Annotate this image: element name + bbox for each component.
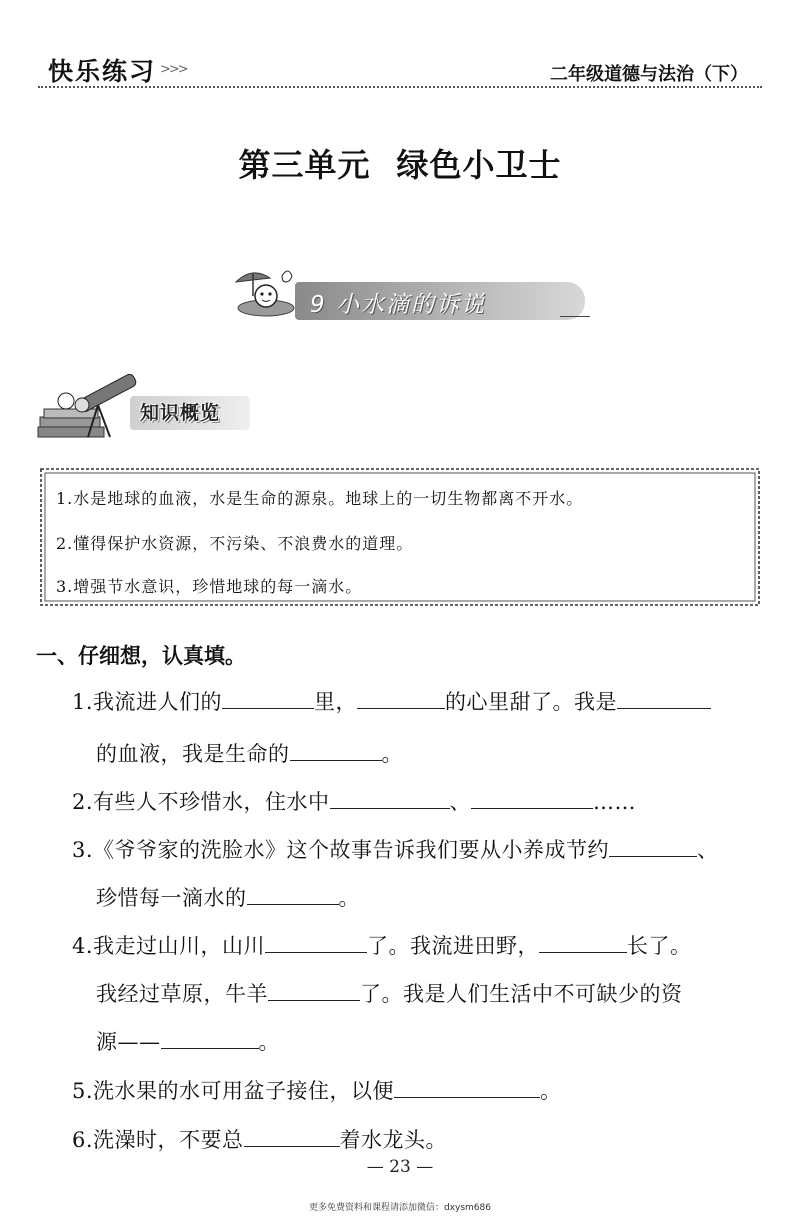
answer-blank[interactable] (539, 932, 627, 953)
q6-text-b: 着水龙头。 (339, 1128, 448, 1152)
q4-text-g: 。 (258, 1030, 280, 1054)
question-1-line-2 (96, 738, 403, 768)
question-1-line-1 (72, 686, 711, 716)
lesson-title: 9 小水滴的诉说 (310, 292, 486, 318)
knowledge-item-2: 2.懂得保护水资源，不污染、不浪费水的道理。 (56, 534, 414, 553)
q2-text-a: 2.有些人不珍惜水，住水中 (72, 790, 330, 814)
knowledge-item-3: 3.增强节水意识，珍惜地球的每一滴水。 (56, 577, 363, 596)
brand-title: 快乐练习 (48, 57, 157, 86)
q3-text-b: 、 (697, 838, 719, 862)
question-5 (72, 1075, 562, 1105)
question-3-line-2 (96, 882, 360, 912)
subject-label: 二年级道德与法治（下） (550, 64, 748, 85)
q5-text-b: 。 (540, 1079, 562, 1103)
header-divider (38, 86, 762, 88)
answer-blank[interactable] (617, 688, 711, 709)
q3-text-d: 。 (338, 886, 360, 910)
page-number: — 23 — (366, 1157, 434, 1177)
q1-text-c: 的心里甜了。我是 (445, 690, 618, 714)
q1-text-b: 里， (314, 690, 358, 714)
knowledge-item-1: 1.水是地球的血液，水是生命的源泉。地球上的一切生物都离不开水。 (56, 489, 584, 508)
chevron-icon: >>> (160, 62, 187, 77)
question-2 (72, 786, 636, 816)
q4-text-c: 长了。 (627, 934, 692, 958)
q6-text-a: 6.洗澡时，不要总 (72, 1128, 244, 1152)
q4-text-b: 了。我流进田野， (367, 934, 540, 958)
answer-blank[interactable] (609, 836, 697, 857)
section-title: 一、仔细想，认真填。 (36, 644, 246, 668)
answer-blank[interactable] (394, 1077, 540, 1098)
answer-blank[interactable] (161, 1028, 259, 1049)
water-drop-mascot-illustration (230, 262, 298, 320)
lesson-underline (560, 316, 590, 317)
answer-blank[interactable] (247, 884, 339, 905)
q2-text-b: 、 (449, 790, 472, 814)
q1-text-d: 的血液，我是生命的 (96, 742, 290, 766)
answer-blank[interactable] (357, 688, 445, 709)
answer-blank[interactable] (330, 788, 450, 809)
q1-text-e: 。 (381, 742, 403, 766)
answer-blank[interactable] (290, 740, 382, 761)
unit-title (0, 140, 800, 186)
answer-blank[interactable] (268, 980, 360, 1001)
question-3-line-1 (72, 834, 719, 864)
answer-blank[interactable] (471, 788, 593, 809)
q5-text-a: 5.洗水果的水可用盆子接住，以便 (72, 1079, 395, 1103)
question-6 (72, 1124, 447, 1154)
q4-text-f: 源—— (96, 1030, 161, 1054)
answer-blank[interactable] (244, 1126, 340, 1147)
knowledge-overview-heading: 知识概览 (140, 402, 221, 424)
q4-text-e: 了。我是人们生活中不可缺少的资 (360, 982, 683, 1006)
question-4-line-3 (96, 1026, 280, 1056)
q2-text-c: …… (593, 790, 637, 814)
q4-text-a: 4.我走过山川，山川 (72, 934, 266, 958)
q3-text-c: 珍惜每一滴水的 (96, 886, 247, 910)
q3-text-a: 3.《爷爷家的洗脸水》这个故事告诉我们要从小养成节约 (72, 838, 610, 862)
question-4-line-2 (96, 978, 683, 1008)
answer-blank[interactable] (265, 932, 367, 953)
q1-text-a: 1.我流进人们的 (72, 690, 223, 714)
unit-name: 绿色小卫士 (396, 146, 562, 184)
unit-number: 第三单元 (238, 146, 371, 184)
question-4-line-1 (72, 930, 692, 960)
answer-blank[interactable] (222, 688, 314, 709)
q4-text-d: 我经过草原，牛羊 (96, 982, 268, 1006)
footer-note: 更多免费资料和课程请添加微信：dxysm686 (308, 1203, 491, 1213)
